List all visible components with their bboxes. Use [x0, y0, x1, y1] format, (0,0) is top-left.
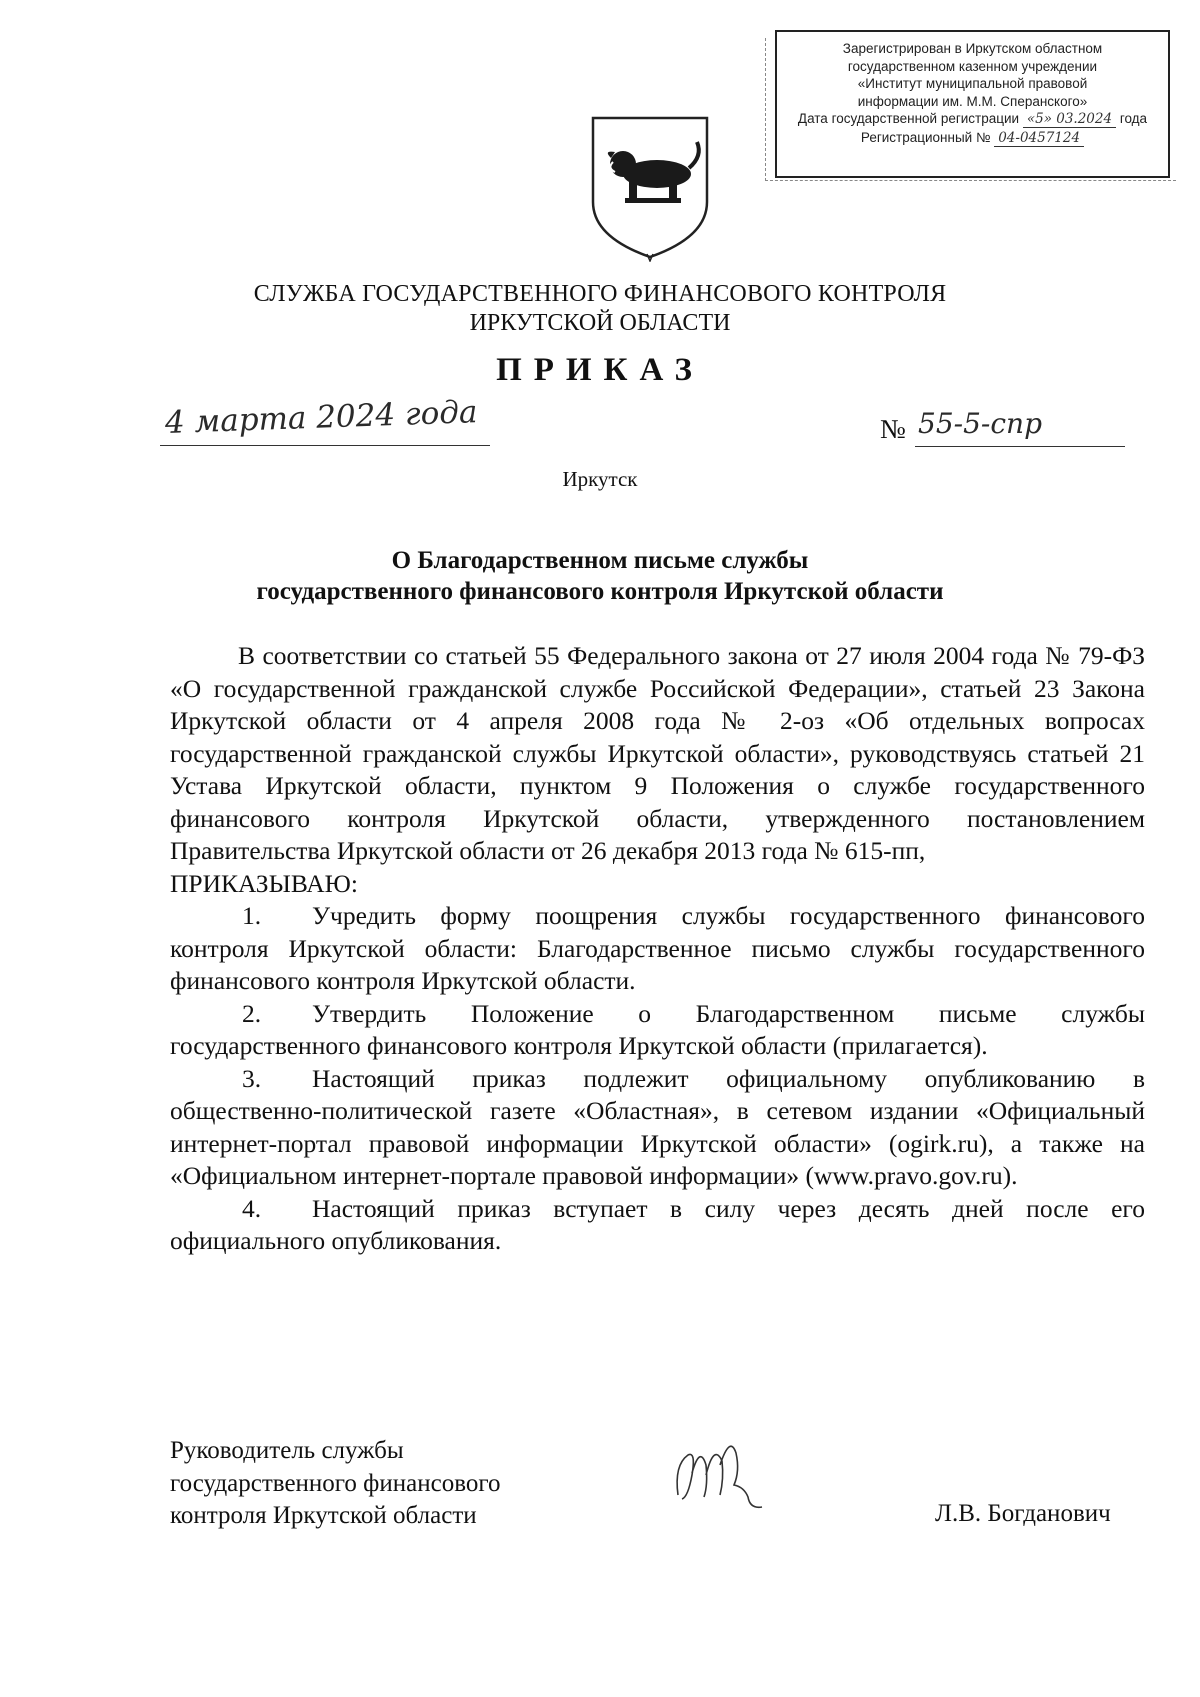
stamp-number-handwritten: 04-0457124: [994, 130, 1084, 147]
item-number: 4.: [242, 1193, 262, 1223]
signatory-title: [170, 1435, 500, 1533]
order-number-handwritten: 55-5-спр: [918, 407, 1043, 440]
subject-line: О Благодарственном письме службы: [391, 547, 809, 574]
document-type-title: ПРИКАЗ: [496, 352, 704, 388]
signatory-title-line: государственного финансового: [170, 1469, 501, 1497]
number-underline: [915, 446, 1125, 447]
handwritten-signature: [670, 1425, 790, 1515]
signatory-title-line: Руководитель службы: [170, 1437, 404, 1464]
organization-name: СЛУЖБА ГОСУДАРСТВЕННОГО ФИНАНСОВОГО КОНТРОЛЯ: [253, 281, 947, 307]
item-text: Утвердить Положение о Благодарственном письме службы государственного финансового контроля Иркутской области (прилагается).: [170, 998, 1145, 1060]
stamp-number-label: Регистрационный №: [860, 129, 991, 145]
order-item: [170, 998, 1145, 1063]
stamp-number-row: [785, 129, 1160, 148]
item-text: Настоящий приказ вступает в силу через десять дней после его официального опубликования.: [170, 1193, 1145, 1255]
signatory-title-line: контроля Иркутской области: [170, 1502, 477, 1529]
coat-of-arms-emblem: [585, 112, 715, 262]
item-text: Настоящий приказ подлежит официальному опубликованию в общественно-политической газете «Областная», в сетевом издании «Официальный интернет-портал правовой информации Иркутской области» (ogirk.ru), а также на «Официальном интернет-портале правовой информации» (www.pravo.gov.ru).: [170, 1063, 1145, 1190]
registration-stamp: [775, 30, 1170, 178]
stamp-line: государственном казенном учреждении: [847, 58, 1098, 74]
order-date-handwritten: 4 марта 2024 года: [164, 394, 478, 441]
stamp-line: Зарегистрирован в Иркутском областном: [842, 41, 1103, 56]
order-item: [170, 1063, 1145, 1193]
document-body: [170, 640, 1145, 1258]
organization-region: ИРКУТСКОЙ ОБЛАСТИ: [469, 310, 731, 336]
babr-animal-icon: [608, 142, 699, 203]
stamp-date-handwritten: «5» 03.2024: [1023, 111, 1116, 128]
city-name: Иркутск: [562, 467, 638, 491]
stamp-date-label: Дата государственной регистрации: [797, 111, 1020, 126]
stamp-line: информации им. М.М. Сперанского»: [857, 93, 1088, 109]
signatory-name: Л.В. Богданович: [935, 1500, 1111, 1527]
order-number-label: №: [880, 414, 906, 444]
subject-line: государственного финансового контроля Иркутской области: [256, 578, 944, 605]
order-item: [170, 1193, 1145, 1258]
item-number: 3.: [242, 1063, 262, 1093]
preamble-paragraph: В соответствии со статьей 55 Федерального закона от 27 июля 2004 года № 79-ФЗ «О государственной гражданской службе Российской Федерации», статьей 23 Закона Иркутской области от 4 апреля 2008 года № 2-оз «Об отдельных вопросах государственной гражданской службы Иркутской области», руководствуясь статьей 21 Устава Иркутской области, пунктом 9 Положения о службе государственного финансового контроля Иркутской области, утвержденного постановлением Правительства Иркутской области от 26 декабря 2013 года № 615-пп,: [170, 641, 1145, 865]
order-word: ПРИКАЗЫВАЮ:: [170, 868, 358, 898]
item-number: 1.: [242, 901, 262, 930]
order-item: [170, 900, 1145, 998]
item-text: Учредить форму поощрения службы государственного финансового контроля Иркутской области: Благодарственное письмо службы государственного финансового контроля Иркутской области.: [170, 901, 1145, 995]
item-number: 2.: [242, 998, 262, 1028]
stamp-date-row: [785, 110, 1160, 129]
date-underline: [160, 445, 490, 446]
stamp-line: «Институт муниципальной правовой: [857, 76, 1088, 91]
stamp-date-suffix: года: [1119, 111, 1148, 126]
